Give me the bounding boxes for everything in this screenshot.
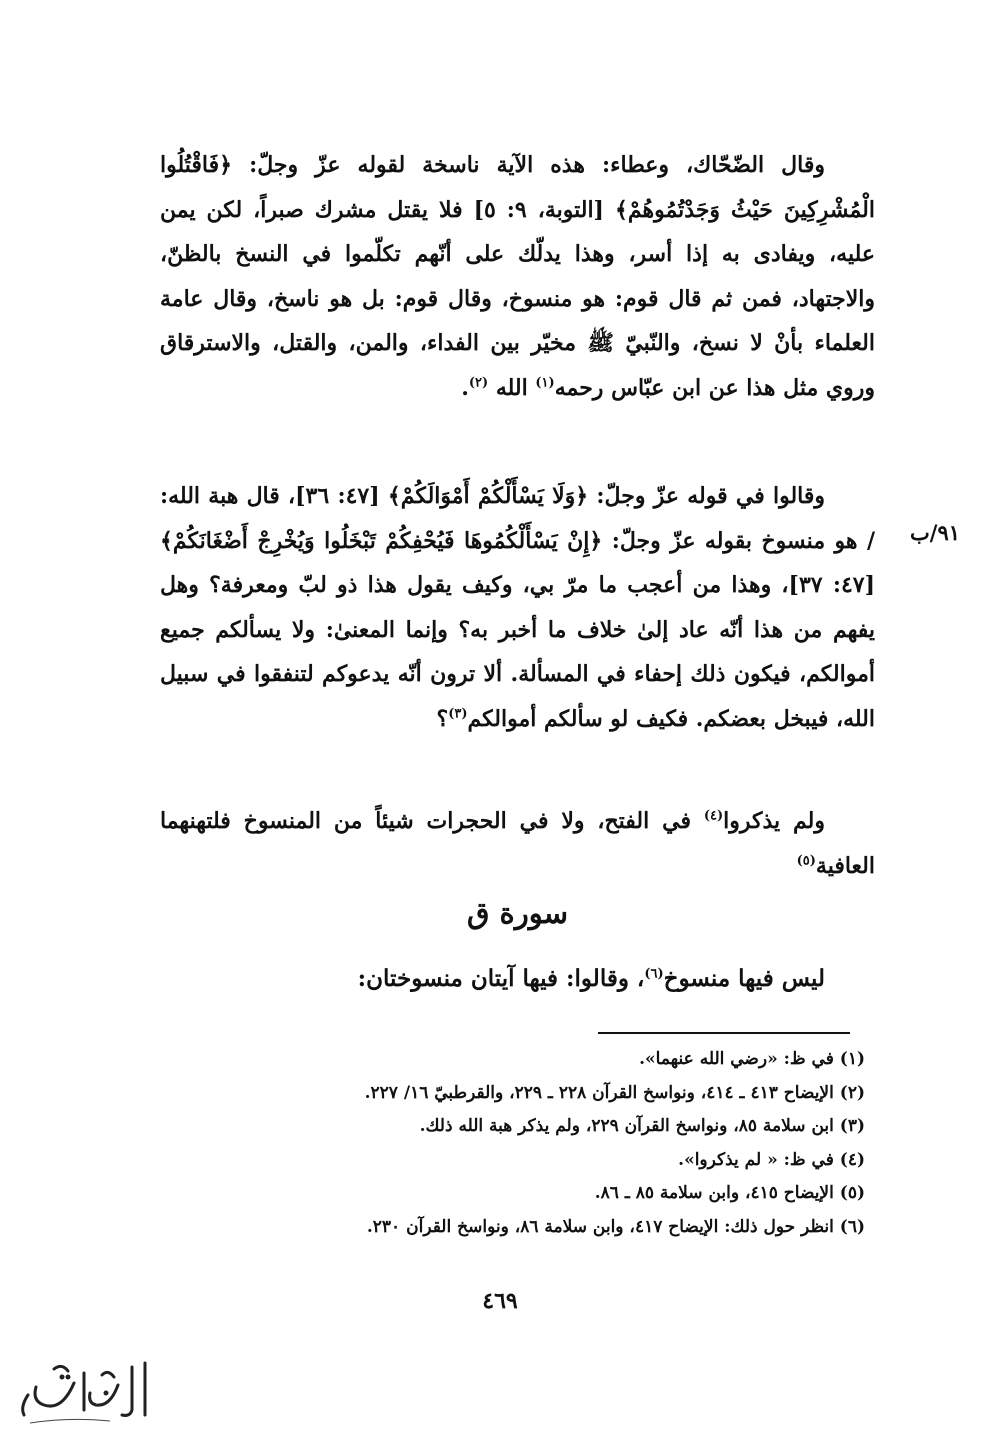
paragraph-2-text: وقالوا في قوله عزّ وجلّ: ﴿وَلَا يَسْأَلْكُمْ أَمْوَالَكُمْ﴾ [٤٧: ٣٦]، قال هبة الله: / هو منسوخ بقوله عزّ وجلّ: ﴿إِنْ يَسْأَلْكُمُوهَا فَيُحْفِكُمْ تَبْخَلُوا وَيُخْرِجْ أَضْغَانَكُمْ﴾ [٤٧: ٣٧]، وهذا من أعجب ما مرّ بي، وكيف يقول هذا ذو لبّ ومعرفة؟ وهل يفهم من هذا أنّه عاد إلىٰ خلاف ما أخبر به؟ وإنما المعنىٰ: ولا يسألكم جميع أموالكم، فيكون ذلك إحفاء في المسألة. ألا ترون أنّه يدعوكم لتنفقوا في سبيل الله، فيبخل بعضكم. فكيف لو سألكم أموالكم xyxy=(160,483,875,732)
sura-heading: سورة ق xyxy=(466,896,569,930)
paragraph-1-end: . xyxy=(461,374,469,401)
footnote-ref-3: (٣) xyxy=(448,706,468,722)
page-number: ٤٦٩ xyxy=(482,1288,518,1314)
paragraph-3-mid: في الفتح، ولا في الحجرات شيئاً من المنسوخ فلتهنهما العافية xyxy=(160,808,875,879)
paragraph-1-tail: الله xyxy=(495,374,536,401)
paragraph-1-text: وقال الضّحّاك، وعطاء: هذه الآية ناسخة لقوله عزّ وجلّ: ﴿فَاقْتُلُوا الْمُشْرِكِينَ حَيْثُ وَجَدْتُمُوهُمْ﴾ [التوبة، ٩: ٥] فلا يقتل مشرك صبراً، لكن يمن عليه، ويفادى به إذا أسر، وهذا يدلّك على أنّهم تكلّموا في النسخ بالظنّ، والاجتهاد، فمن ثم قال قوم: هو منسوخ، وقال قوم: بل هو ناسخ، وقال عامة العلماء بأنْ لا نسخ، والنّبيّ ﷺ مخيّر بين الفداء، والمن، والقتل، والاسترقاق وروي مثل هذا عن ابن عبّاس رحمه xyxy=(160,152,876,401)
sura-intro xyxy=(160,957,875,1001)
footnote-ref-2: (٢) xyxy=(468,375,489,391)
paragraph-2-end: ؟ xyxy=(436,705,449,732)
calligraphy-logo-watermark xyxy=(10,1355,160,1430)
footnote-1: (١) في ظ: «رضي الله عنهما». xyxy=(639,1049,865,1069)
footnote-ref-1: (١) xyxy=(535,375,555,391)
sura-intro-start: ليس فيها منسوخ xyxy=(663,965,825,992)
footnotes-list xyxy=(200,1043,865,1244)
footnote-2: (٢) الإيضاح ٤١٣ ـ ٤١٤، ونواسخ القرآن ٢٢٨ ـ ٢٢٩، والقرطبيّ ١٦/ ٢٢٧. xyxy=(364,1082,865,1103)
footnote-5: (٥) الإيضاح ٤١٥، وابن سلامة ٨٥ ـ ٨٦. xyxy=(594,1183,865,1203)
footnote-ref-4: (٤) xyxy=(703,808,724,824)
footnote-ref-5: (٥) xyxy=(796,853,816,869)
footnote-separator xyxy=(598,1032,850,1034)
footnote-ref-6: (٦) xyxy=(644,966,664,982)
paragraph-1 xyxy=(160,143,875,410)
footnote-6: (٦) انظر حول ذلك: الإيضاح ٤١٧، وابن سلامة ٨٦، ونواسخ القرآن ٢٣٠. xyxy=(366,1216,865,1237)
footnote-4: (٤) في ظ: « لم يذكروا». xyxy=(678,1149,865,1170)
sura-intro-end: ، وقالوا: فيها آيتان منسوختان: xyxy=(357,965,645,992)
paragraph-3 xyxy=(160,799,875,888)
paragraph-3-start: ولم يذكروا xyxy=(723,808,825,834)
manuscript-folio-marker: ٩١/ب xyxy=(909,520,960,545)
paragraph-2 xyxy=(160,474,875,741)
footnote-3: (٣) ابن سلامة ٨٥، ونواسخ القرآن ٢٢٩، ولم يذكر هبة الله ذلك. xyxy=(419,1116,865,1136)
